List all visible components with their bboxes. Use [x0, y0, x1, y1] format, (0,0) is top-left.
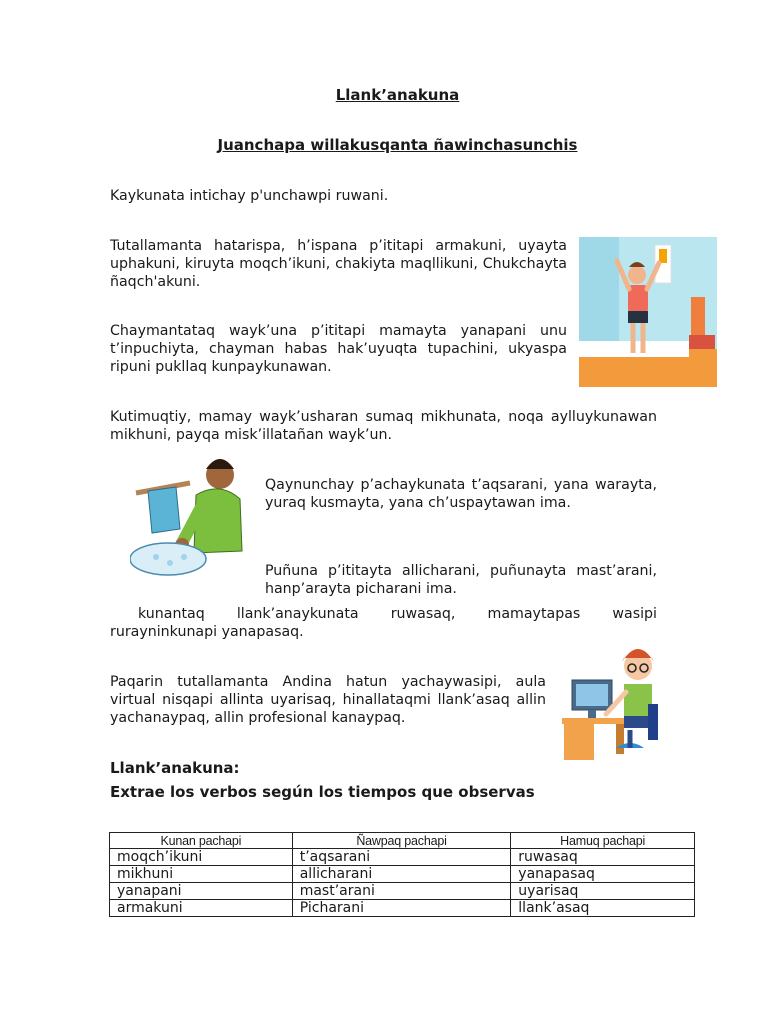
verbs-table [109, 832, 695, 917]
table-cell: allicharani [292, 866, 511, 883]
table-cell: mikhuni [110, 866, 293, 883]
paragraph-6: Puñuna p’ititayta allicharani, puñunayta mast’arani, hanp’arayta picharani ima. [265, 563, 657, 597]
task-heading: Llank’anakuna: [110, 759, 240, 777]
table-row [110, 900, 695, 917]
table-cell: t’aqsarani [292, 849, 511, 866]
table-row [110, 883, 695, 900]
table-cell: yanapasaq [511, 866, 695, 883]
paragraph-2: Tutallamanta hatarispa, h’ispana p’ititapi armakuni, uyayta uphakuni, kiruyta moqch’ikuni, chakiyta maqllikuni, Chukchayta ñaqch'akuni. [110, 238, 567, 290]
boy-stretching-illustration [579, 237, 717, 387]
table-cell: Picharani [292, 900, 511, 917]
header-past: Ñawpaq pachapi [292, 833, 511, 849]
table-cell: uyarisaq [511, 883, 695, 900]
document-subtitle: Juanchapa willakusqanta ñawinchasunchis [217, 136, 578, 154]
paragraph-4: Kutimuqtiy, mamay wayk’usharan sumaq mikhunata, noqa aylluykunawan mikhuni, payqa misk’illatañan wayk’un. [110, 409, 657, 443]
table-row [110, 849, 695, 866]
paragraph-8: Paqarin tutallamanta Andina hatun yachaywasipi, aula virtual nisqapi allinta uyarisaq, hinallataqmi llank’asaq allin yachanaypaq, allin profesional kanaypaq. [110, 674, 546, 726]
paragraph-7: kunantaq llank’anaykunata ruwasaq, mamaytapas wasipi rurayninkunapi yanapasaq. [110, 606, 657, 640]
table-cell: ruwasaq [511, 849, 695, 866]
boy-computer-illustration [556, 644, 666, 764]
table-cell: moqch’ikuni [110, 849, 293, 866]
paragraph-3: Chaymantataq wayk’una p’ititapi mamayta yanapani unu t’inpuchiyta, chayman habas hak’uyuqta tupachini, ukyaspa ripuni pukllaq kunpaykunawan. [110, 323, 567, 375]
document-title: Llank’anakuna [335, 86, 460, 104]
header-present: Kunan pachapi [110, 833, 293, 849]
table-cell: yanapani [110, 883, 293, 900]
table-row [110, 866, 695, 883]
table-cell: llank’asaq [511, 900, 695, 917]
man-washing-illustration [130, 447, 258, 582]
header-future: Hamuq pachapi [511, 833, 695, 849]
task-instruction: Extrae los verbos según los tiempos que observas [110, 783, 535, 801]
table-header-row [110, 833, 695, 849]
table-cell: mast’arani [292, 883, 511, 900]
table-cell: armakuni [110, 900, 293, 917]
paragraph-5: Qaynunchay p’achaykunata t’aqsarani, yana warayta, yuraq kusmayta, yana ch’uspaytawan ima. [265, 477, 657, 511]
paragraph-1: Kaykunata intichay p'unchawpi ruwani. [110, 188, 389, 204]
